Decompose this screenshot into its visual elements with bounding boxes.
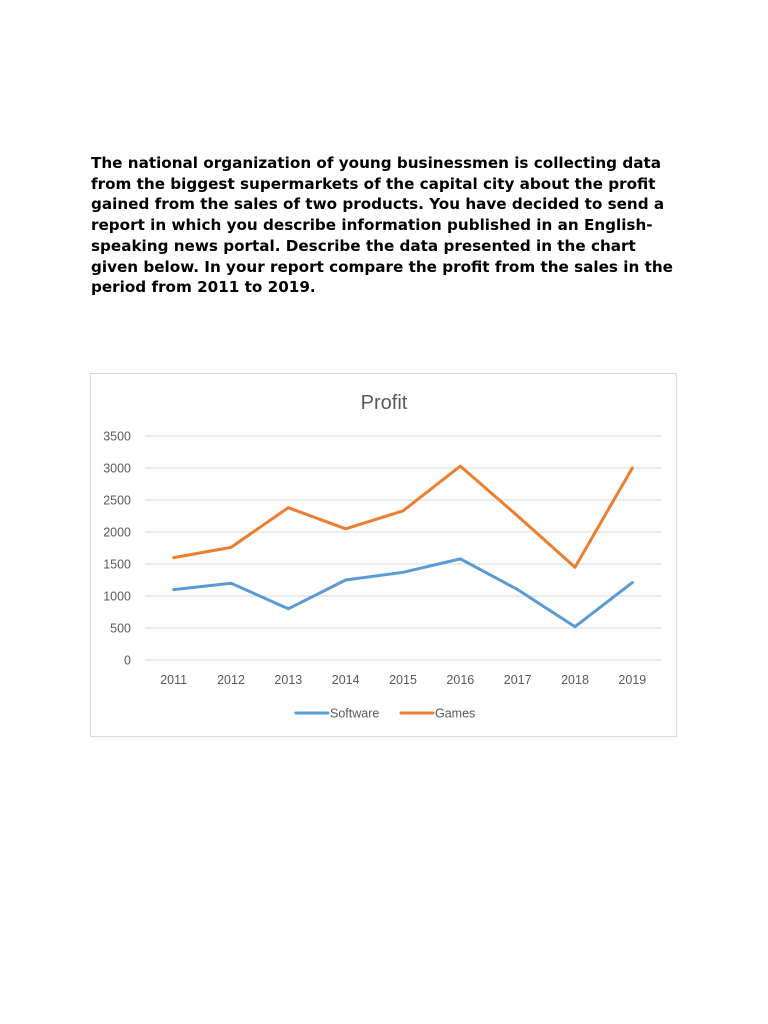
assignment-prompt: The national organization of young businessmen is collecting data from the biggest supermarkets of the capital city about the profit gained from the sales of two products. You have decided to send a report in which you describe information published in an English-speaking news portal. Describe the data presented in the chart given below. In your report compare the profit from the sales in the period from 2011 to 2019. (91, 154, 673, 297)
x-tick-label: 2017 (503, 673, 532, 687)
data-point-games (459, 465, 462, 468)
data-point-games (172, 556, 175, 559)
data-point-software (574, 625, 577, 628)
data-point-games (230, 546, 233, 549)
x-tick-label: 2016 (446, 673, 475, 687)
y-tick-label: 0 (124, 653, 131, 668)
data-point-games (402, 509, 405, 512)
y-tick-label: 1500 (103, 557, 131, 572)
legend-label-games: Games (435, 706, 476, 721)
series-lines (172, 465, 634, 629)
x-tick-label: 2019 (618, 673, 647, 687)
data-point-software (344, 579, 347, 582)
data-point-software (459, 557, 462, 560)
data-point-games (516, 515, 519, 518)
x-tick-label: 2011 (160, 673, 188, 687)
data-point-software (230, 582, 233, 585)
series-line-games (174, 466, 633, 567)
legend (296, 707, 475, 721)
x-tick-label: 2014 (331, 673, 360, 687)
y-axis-tick-labels (103, 430, 131, 668)
y-tick-label: 500 (110, 621, 131, 636)
y-tick-label: 3000 (103, 461, 131, 476)
x-tick-label: 2018 (561, 673, 589, 687)
series-line-software (174, 559, 633, 627)
y-tick-label: 2500 (103, 493, 131, 508)
data-point-games (574, 566, 577, 569)
y-tick-label: 2000 (103, 525, 131, 540)
profit-chart (90, 373, 677, 737)
data-point-games (287, 506, 290, 509)
data-point-software (516, 588, 519, 591)
x-tick-label: 2012 (217, 673, 245, 687)
x-axis-tick-labels (160, 673, 646, 687)
data-point-software (287, 607, 290, 610)
x-tick-label: 2015 (389, 673, 417, 687)
legend-label-software: Software (330, 706, 380, 721)
data-point-software (172, 588, 175, 591)
data-point-software (402, 571, 405, 574)
y-tick-label: 1000 (103, 589, 131, 604)
data-point-software (631, 581, 634, 584)
chart-title: Profit (360, 392, 408, 414)
chart-svg (91, 374, 676, 736)
data-point-games (344, 527, 347, 530)
y-tick-label: 3500 (103, 429, 131, 444)
data-point-games (631, 467, 634, 470)
x-tick-label: 2013 (274, 673, 303, 687)
